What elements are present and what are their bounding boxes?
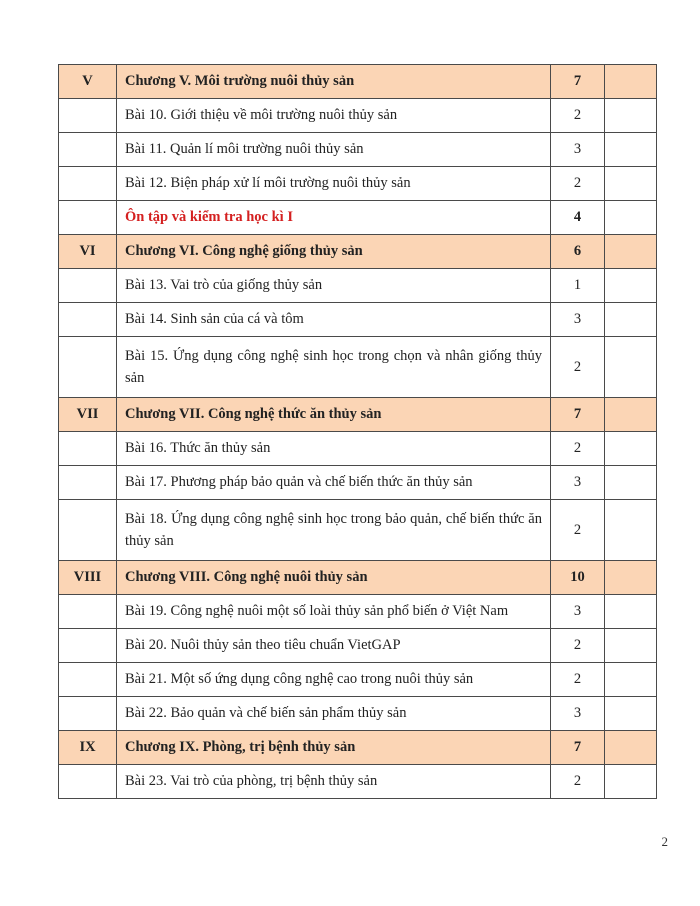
lesson-row xyxy=(59,500,657,561)
row-number xyxy=(59,663,117,697)
chapter-title: Chương VI. Công nghệ giống thủy sản xyxy=(117,235,551,269)
curriculum-table xyxy=(58,64,657,799)
note-cell xyxy=(605,629,657,663)
page-number: 2 xyxy=(661,834,668,849)
period-count: 7 xyxy=(551,65,605,99)
chapter-title: Chương VIII. Công nghệ nuôi thủy sản xyxy=(117,561,551,595)
note-cell xyxy=(605,595,657,629)
lesson-row xyxy=(59,269,657,303)
row-number xyxy=(59,432,117,466)
lesson-row xyxy=(59,765,657,799)
lesson-title: Bài 13. Vai trò của giống thủy sản xyxy=(117,269,551,303)
period-count: 1 xyxy=(551,269,605,303)
lesson-title: Bài 23. Vai trò của phòng, trị bệnh thủy sản xyxy=(117,765,551,799)
row-number xyxy=(59,269,117,303)
chapter-row xyxy=(59,235,657,269)
period-count: 3 xyxy=(551,697,605,731)
chapter-number: VII xyxy=(59,398,117,432)
row-number xyxy=(59,500,117,561)
period-count: 2 xyxy=(551,500,605,561)
note-cell xyxy=(605,500,657,561)
row-number xyxy=(59,201,117,235)
lesson-title: Bài 22. Bảo quản và chế biến sản phẩm thủy sản xyxy=(117,697,551,731)
lesson-title: Bài 12. Biện pháp xử lí môi trường nuôi thủy sản xyxy=(117,167,551,201)
row-number xyxy=(59,697,117,731)
lesson-row xyxy=(59,432,657,466)
row-number xyxy=(59,765,117,799)
chapter-title: Chương VII. Công nghệ thức ăn thủy sản xyxy=(117,398,551,432)
lesson-row xyxy=(59,663,657,697)
lesson-row xyxy=(59,697,657,731)
period-count: 3 xyxy=(551,133,605,167)
note-cell xyxy=(605,561,657,595)
period-count: 2 xyxy=(551,99,605,133)
lesson-row xyxy=(59,337,657,398)
chapter-number: V xyxy=(59,65,117,99)
row-number xyxy=(59,303,117,337)
lesson-title: Bài 16. Thức ăn thủy sản xyxy=(117,432,551,466)
period-count: 2 xyxy=(551,167,605,201)
row-number xyxy=(59,167,117,201)
period-count: 3 xyxy=(551,466,605,500)
period-count: 2 xyxy=(551,765,605,799)
chapter-number: IX xyxy=(59,731,117,765)
lesson-row xyxy=(59,99,657,133)
period-count: 2 xyxy=(551,663,605,697)
lesson-title: Bài 21. Một số ứng dụng công nghệ cao trong nuôi thủy sản xyxy=(117,663,551,697)
chapter-row xyxy=(59,561,657,595)
period-count: 7 xyxy=(551,731,605,765)
review-title: Ôn tập và kiểm tra học kì I xyxy=(117,201,551,235)
row-number xyxy=(59,466,117,500)
period-count: 4 xyxy=(551,201,605,235)
note-cell xyxy=(605,65,657,99)
chapter-number: VI xyxy=(59,235,117,269)
lesson-title: Bài 20. Nuôi thủy sản theo tiêu chuẩn VietGAP xyxy=(117,629,551,663)
note-cell xyxy=(605,201,657,235)
note-cell xyxy=(605,432,657,466)
period-count: 6 xyxy=(551,235,605,269)
note-cell xyxy=(605,133,657,167)
lesson-title: Bài 19. Công nghệ nuôi một số loài thủy sản phổ biến ở Việt Nam xyxy=(117,595,551,629)
lesson-row xyxy=(59,466,657,500)
period-count: 2 xyxy=(551,337,605,398)
period-count: 7 xyxy=(551,398,605,432)
note-cell xyxy=(605,697,657,731)
lesson-row xyxy=(59,133,657,167)
period-count: 2 xyxy=(551,432,605,466)
note-cell xyxy=(605,765,657,799)
row-number xyxy=(59,133,117,167)
row-number xyxy=(59,595,117,629)
chapter-row xyxy=(59,731,657,765)
row-number xyxy=(59,629,117,663)
note-cell xyxy=(605,337,657,398)
chapter-row xyxy=(59,65,657,99)
note-cell xyxy=(605,663,657,697)
period-count: 10 xyxy=(551,561,605,595)
note-cell xyxy=(605,235,657,269)
chapter-number: VIII xyxy=(59,561,117,595)
note-cell xyxy=(605,466,657,500)
lesson-row xyxy=(59,303,657,337)
note-cell xyxy=(605,303,657,337)
lesson-row xyxy=(59,629,657,663)
review-row xyxy=(59,201,657,235)
lesson-row xyxy=(59,167,657,201)
note-cell xyxy=(605,99,657,133)
chapter-row xyxy=(59,398,657,432)
chapter-title: Chương IX. Phòng, trị bệnh thủy sản xyxy=(117,731,551,765)
lesson-title: Bài 10. Giới thiệu về môi trường nuôi thủy sản xyxy=(117,99,551,133)
note-cell xyxy=(605,731,657,765)
lesson-title: Bài 18. Ứng dụng công nghệ sinh học trong bảo quản, chế biến thức ăn thủy sản xyxy=(117,500,551,561)
note-cell xyxy=(605,167,657,201)
chapter-title: Chương V. Môi trường nuôi thủy sản xyxy=(117,65,551,99)
row-number xyxy=(59,337,117,398)
note-cell xyxy=(605,398,657,432)
lesson-title: Bài 11. Quản lí môi trường nuôi thủy sản xyxy=(117,133,551,167)
period-count: 3 xyxy=(551,303,605,337)
period-count: 2 xyxy=(551,629,605,663)
note-cell xyxy=(605,269,657,303)
lesson-row xyxy=(59,595,657,629)
period-count: 3 xyxy=(551,595,605,629)
row-number xyxy=(59,99,117,133)
lesson-title: Bài 14. Sinh sản của cá và tôm xyxy=(117,303,551,337)
lesson-title: Bài 17. Phương pháp bảo quản và chế biến thức ăn thủy sản xyxy=(117,466,551,500)
lesson-title: Bài 15. Ứng dụng công nghệ sinh học trong chọn và nhân giống thủy sản xyxy=(117,337,551,398)
